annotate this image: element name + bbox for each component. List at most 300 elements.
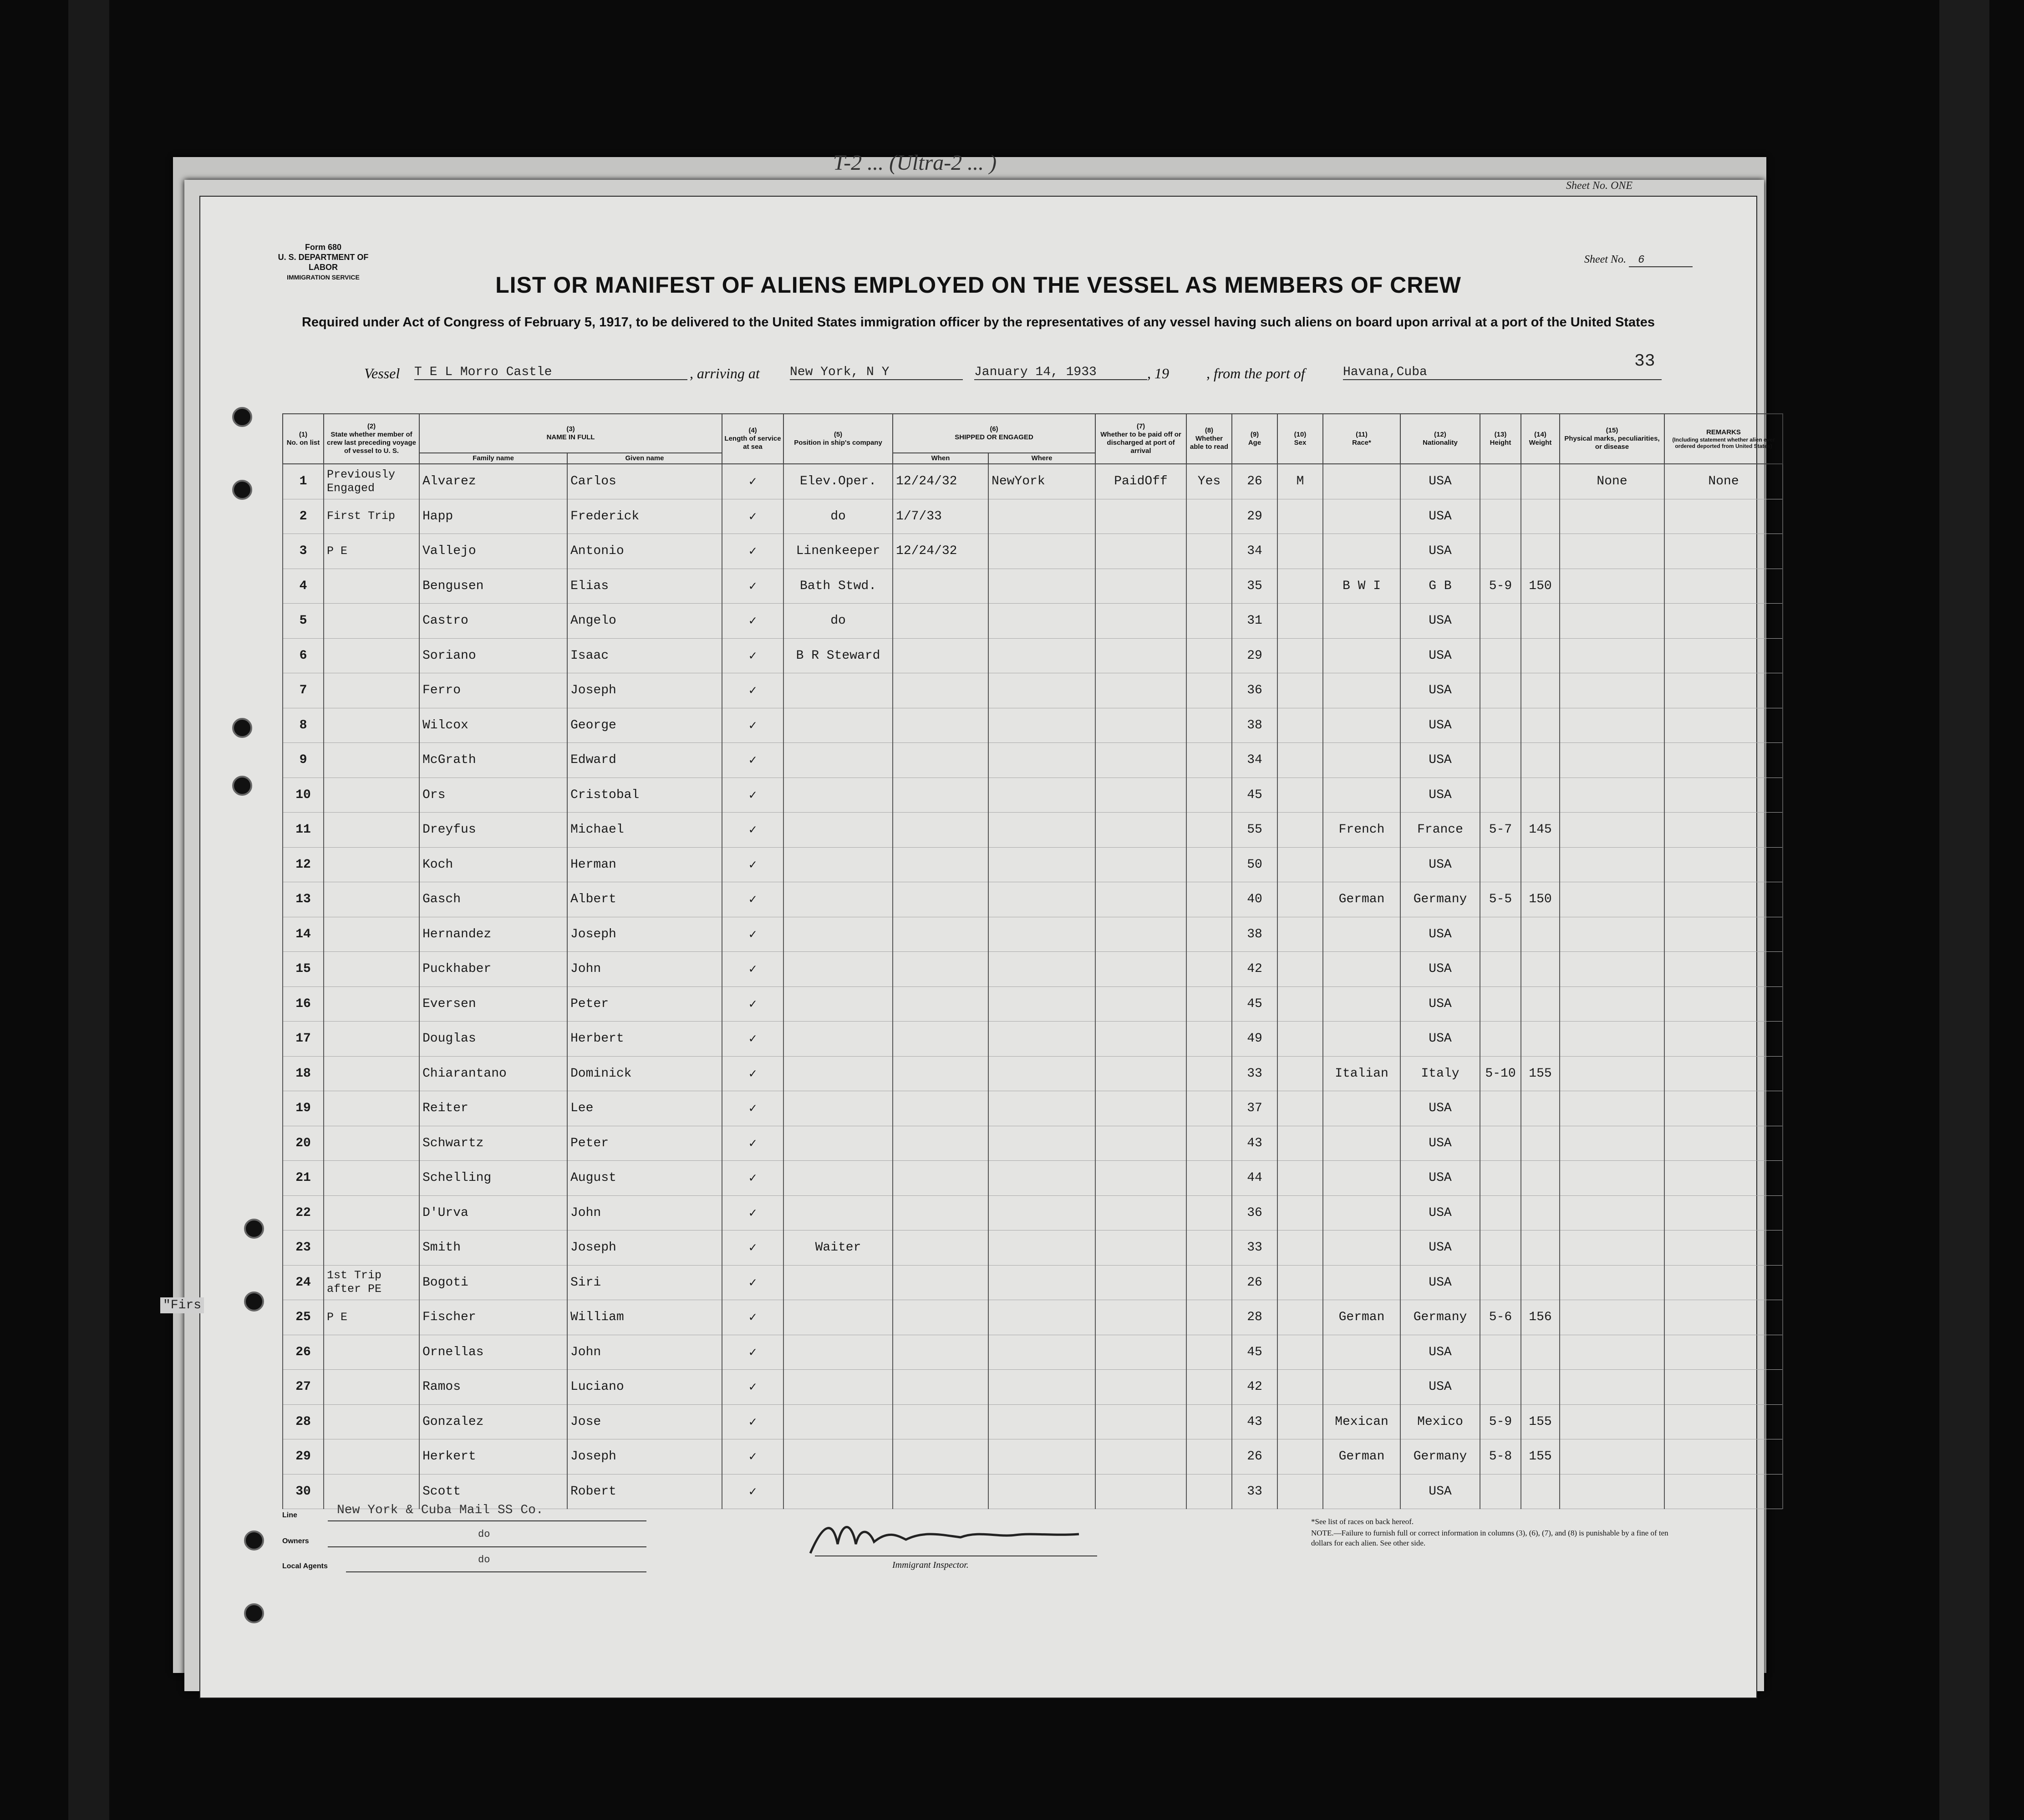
shipped-when-cell — [893, 1335, 988, 1370]
position-cell — [783, 847, 893, 882]
manifest-body — [283, 464, 1783, 1509]
paid-off-cell — [1095, 847, 1186, 882]
owners-rule — [328, 1546, 646, 1547]
weight-cell — [1521, 534, 1560, 569]
previous-voyage-cell — [324, 917, 419, 952]
previous-voyage-cell — [324, 569, 419, 604]
arriving-port: New York, N Y — [790, 365, 963, 380]
remarks-cell — [1664, 1439, 1783, 1474]
service-length-cell: ✓ — [722, 569, 783, 604]
sex-cell — [1277, 1300, 1323, 1335]
service-length-cell: ✓ — [722, 986, 783, 1022]
remarks-cell — [1664, 1335, 1783, 1370]
physical-marks-cell — [1560, 1091, 1664, 1126]
physical-marks-cell — [1560, 813, 1664, 848]
family-name-cell: Schwartz — [419, 1126, 567, 1161]
row-number: 3 — [283, 534, 324, 569]
shipped-when-cell — [893, 917, 988, 952]
previous-voyage-cell — [324, 1161, 419, 1196]
height-cell — [1480, 1230, 1521, 1266]
previous-voyage-cell — [324, 986, 419, 1022]
shipped-when-cell — [893, 1300, 988, 1335]
weight-cell — [1521, 917, 1560, 952]
service-length-cell: ✓ — [722, 1474, 783, 1509]
shipped-when-cell — [893, 638, 988, 673]
weight-cell — [1521, 1265, 1560, 1300]
service-length-cell: ✓ — [722, 917, 783, 952]
shipped-where-cell — [988, 1300, 1095, 1335]
sheet-number-label: Sheet No. — [1584, 254, 1626, 265]
form-title: LIST OR MANIFEST OF ALIENS EMPLOYED ON THE VESSEL AS MEMBERS OF CREW — [495, 272, 1461, 298]
remarks-cell — [1664, 1404, 1783, 1439]
service-length-cell: ✓ — [722, 1230, 783, 1266]
physical-marks-cell — [1560, 1056, 1664, 1091]
weight-cell — [1521, 1091, 1560, 1126]
weight-cell — [1521, 673, 1560, 708]
table-row — [283, 1195, 1783, 1230]
table-row — [283, 952, 1783, 987]
height-cell — [1480, 1161, 1521, 1196]
sex-cell — [1277, 1370, 1323, 1405]
given-name-cell: Joseph — [567, 673, 722, 708]
race-cell — [1323, 499, 1400, 534]
table-row — [283, 917, 1783, 952]
remarks-cell — [1664, 1056, 1783, 1091]
manifest-sheet — [199, 196, 1775, 1698]
physical-marks-cell — [1560, 1335, 1664, 1370]
service-name: IMMIGRATION SERVICE — [287, 274, 360, 281]
family-name-cell: Douglas — [419, 1022, 567, 1057]
previous-voyage-cell — [324, 743, 419, 778]
given-name-cell: John — [567, 1195, 722, 1230]
shipped-when-cell — [893, 1439, 988, 1474]
paid-off-cell — [1095, 1335, 1186, 1370]
race-cell — [1323, 1022, 1400, 1057]
row-number: 8 — [283, 708, 324, 743]
given-name-cell: Robert — [567, 1474, 722, 1509]
table-row — [283, 986, 1783, 1022]
from-port: Havana,Cuba — [1343, 365, 1662, 380]
shipped-where-cell — [988, 1022, 1095, 1057]
family-name-cell: D'Urva — [419, 1195, 567, 1230]
able-to-read-cell — [1186, 1300, 1232, 1335]
given-name-cell: Antonio — [567, 534, 722, 569]
binder-hole — [244, 1603, 264, 1623]
position-cell — [783, 1126, 893, 1161]
shipped-when-cell — [893, 1404, 988, 1439]
age-cell: 36 — [1232, 1195, 1277, 1230]
nationality-cell: USA — [1400, 1474, 1480, 1509]
family-name-cell: Happ — [419, 499, 567, 534]
able-to-read-cell — [1186, 1195, 1232, 1230]
remarks-cell — [1664, 1370, 1783, 1405]
col-header-length-of-service: (4) Length of service at sea — [722, 414, 783, 464]
table-row — [283, 743, 1783, 778]
physical-marks-cell — [1560, 1265, 1664, 1300]
position-cell — [783, 1195, 893, 1230]
weight-cell: 156 — [1521, 1300, 1560, 1335]
family-name-cell: Gasch — [419, 882, 567, 917]
nationality-cell: USA — [1400, 1091, 1480, 1126]
physical-marks-cell — [1560, 534, 1664, 569]
position-cell — [783, 1091, 893, 1126]
table-row — [283, 1439, 1783, 1474]
shipped-when-cell — [893, 604, 988, 639]
family-name-cell: Puckhaber — [419, 952, 567, 987]
remarks-cell — [1664, 847, 1783, 882]
col-header-able-to-read: (8) Whether able to read — [1186, 414, 1232, 464]
family-name-cell: Bengusen — [419, 569, 567, 604]
previous-voyage-cell — [324, 1195, 419, 1230]
row-number: 4 — [283, 569, 324, 604]
age-cell: 42 — [1232, 1370, 1277, 1405]
previous-voyage-cell: Previously Engaged — [324, 464, 419, 499]
previous-voyage-cell — [324, 1022, 419, 1057]
row-number: 23 — [283, 1230, 324, 1266]
race-cell: German — [1323, 1300, 1400, 1335]
weight-cell — [1521, 1230, 1560, 1266]
given-name-cell: Joseph — [567, 1439, 722, 1474]
able-to-read-cell — [1186, 1370, 1232, 1405]
weight-cell — [1521, 499, 1560, 534]
sex-cell — [1277, 1335, 1323, 1370]
row-number: 11 — [283, 813, 324, 848]
nationality-cell: Italy — [1400, 1056, 1480, 1091]
able-to-read-cell — [1186, 917, 1232, 952]
service-length-cell: ✓ — [722, 1335, 783, 1370]
height-cell: 5-8 — [1480, 1439, 1521, 1474]
able-to-read-cell — [1186, 1439, 1232, 1474]
row-number: 17 — [283, 1022, 324, 1057]
row-number: 10 — [283, 778, 324, 813]
shipped-where-cell — [988, 708, 1095, 743]
family-name-cell: Alvarez — [419, 464, 567, 499]
given-name-cell: Cristobal — [567, 778, 722, 813]
physical-marks-cell — [1560, 569, 1664, 604]
service-length-cell: ✓ — [722, 743, 783, 778]
sex-cell — [1277, 986, 1323, 1022]
line-label: Line — [282, 1511, 297, 1519]
paid-off-cell: PaidOff — [1095, 464, 1186, 499]
table-row — [283, 638, 1783, 673]
height-cell — [1480, 986, 1521, 1022]
row-number: 24 — [283, 1265, 324, 1300]
given-name-cell: August — [567, 1161, 722, 1196]
able-to-read-cell — [1186, 952, 1232, 987]
age-cell: 38 — [1232, 708, 1277, 743]
agents-rule — [346, 1571, 646, 1572]
family-name-cell: Scott — [419, 1474, 567, 1509]
previous-voyage-cell — [324, 1439, 419, 1474]
col-header-previous-voyage: (2) State whether member of crew last preceding voyage of vessel to U. S. — [324, 414, 419, 464]
table-row — [283, 708, 1783, 743]
physical-marks-cell — [1560, 1230, 1664, 1266]
service-length-cell: ✓ — [722, 847, 783, 882]
remarks-cell — [1664, 1265, 1783, 1300]
age-cell: 28 — [1232, 1300, 1277, 1335]
shipped-where-cell — [988, 604, 1095, 639]
family-name-cell: McGrath — [419, 743, 567, 778]
nationality-cell: USA — [1400, 638, 1480, 673]
remarks-cell — [1664, 569, 1783, 604]
table-row — [283, 673, 1783, 708]
paid-off-cell — [1095, 569, 1186, 604]
shipped-where-cell — [988, 1091, 1095, 1126]
shipped-when-cell: 12/24/32 — [893, 534, 988, 569]
family-name-cell: Soriano — [419, 638, 567, 673]
service-length-cell: ✓ — [722, 813, 783, 848]
nationality-cell: Germany — [1400, 882, 1480, 917]
col-header-position: (5) Position in ship's company — [783, 414, 893, 464]
margin-note: "Firs — [160, 1297, 204, 1313]
nationality-cell: USA — [1400, 708, 1480, 743]
form-subtitle: Required under Act of Congress of February 5, 1917, to be delivered to the United States immigration officer by the representatives of any vessel having such aliens on board upon arrival at a port of the United States — [301, 315, 1655, 330]
service-length-cell: ✓ — [722, 604, 783, 639]
row-number: 19 — [283, 1091, 324, 1126]
physical-marks-cell — [1560, 952, 1664, 987]
service-length-cell: ✓ — [722, 1404, 783, 1439]
able-to-read-cell — [1186, 778, 1232, 813]
previous-voyage-cell — [324, 1091, 419, 1126]
previous-voyage-cell — [324, 882, 419, 917]
table-row — [283, 604, 1783, 639]
shipped-where-cell — [988, 638, 1095, 673]
physical-marks-cell — [1560, 499, 1664, 534]
race-cell — [1323, 1091, 1400, 1126]
shipped-when-cell — [893, 708, 988, 743]
row-number: 5 — [283, 604, 324, 639]
height-cell — [1480, 708, 1521, 743]
remarks-cell — [1664, 1230, 1783, 1266]
physical-marks-cell — [1560, 1439, 1664, 1474]
shipped-where-cell — [988, 813, 1095, 848]
age-cell: 43 — [1232, 1126, 1277, 1161]
col-header-sex: (10) Sex — [1277, 414, 1323, 464]
given-name-cell: Frederick — [567, 499, 722, 534]
age-cell: 34 — [1232, 534, 1277, 569]
physical-marks-cell — [1560, 917, 1664, 952]
position-cell — [783, 1404, 893, 1439]
able-to-read-cell — [1186, 986, 1232, 1022]
race-cell — [1323, 673, 1400, 708]
physical-marks-cell — [1560, 1370, 1664, 1405]
position-cell: Bath Stwd. — [783, 569, 893, 604]
given-name-cell: John — [567, 1335, 722, 1370]
remarks-cell — [1664, 986, 1783, 1022]
height-cell: 5-7 — [1480, 813, 1521, 848]
paid-off-cell — [1095, 1161, 1186, 1196]
age-cell: 50 — [1232, 847, 1277, 882]
shipped-where-cell — [988, 569, 1095, 604]
row-number: 18 — [283, 1056, 324, 1091]
height-cell — [1480, 464, 1521, 499]
race-cell: Mexican — [1323, 1404, 1400, 1439]
nationality-cell: USA — [1400, 464, 1480, 499]
row-number: 20 — [283, 1126, 324, 1161]
service-length-cell: ✓ — [722, 1056, 783, 1091]
weight-cell: 155 — [1521, 1404, 1560, 1439]
paid-off-cell — [1095, 638, 1186, 673]
race-cell — [1323, 986, 1400, 1022]
table-row — [283, 499, 1783, 534]
row-number: 15 — [283, 952, 324, 987]
row-number: 26 — [283, 1335, 324, 1370]
paid-off-cell — [1095, 1126, 1186, 1161]
paid-off-cell — [1095, 952, 1186, 987]
paid-off-cell — [1095, 743, 1186, 778]
race-cell: B W I — [1323, 569, 1400, 604]
position-cell — [783, 882, 893, 917]
nationality-cell: USA — [1400, 1370, 1480, 1405]
previous-voyage-cell — [324, 813, 419, 848]
shipped-when-cell — [893, 952, 988, 987]
height-cell: 5-9 — [1480, 1404, 1521, 1439]
able-to-read-cell — [1186, 1161, 1232, 1196]
physical-marks-cell — [1560, 986, 1664, 1022]
nationality-cell: USA — [1400, 1195, 1480, 1230]
physical-marks-cell — [1560, 604, 1664, 639]
remarks-cell — [1664, 952, 1783, 987]
age-cell: 33 — [1232, 1230, 1277, 1266]
col-header-paid-off: (7) Whether to be paid off or discharged at port of arrival — [1095, 414, 1186, 464]
row-number: 13 — [283, 882, 324, 917]
given-name-cell: John — [567, 952, 722, 987]
age-cell: 45 — [1232, 778, 1277, 813]
page-mark: 33 — [1634, 351, 1655, 371]
position-cell — [783, 1335, 893, 1370]
physical-marks-cell — [1560, 882, 1664, 917]
height-cell — [1480, 1195, 1521, 1230]
top-handwritten-note: T-2 ... (Ultra-2 ... ) — [833, 151, 997, 175]
weight-cell — [1521, 847, 1560, 882]
row-number: 14 — [283, 917, 324, 952]
height-cell — [1480, 743, 1521, 778]
height-cell — [1480, 604, 1521, 639]
family-name-cell: Herkert — [419, 1439, 567, 1474]
col-header-age: (9) Age — [1232, 414, 1277, 464]
sex-cell — [1277, 604, 1323, 639]
table-row — [283, 1056, 1783, 1091]
age-cell: 43 — [1232, 1404, 1277, 1439]
able-to-read-cell — [1186, 1230, 1232, 1266]
weight-cell — [1521, 1022, 1560, 1057]
remarks-cell — [1664, 673, 1783, 708]
race-cell — [1323, 1370, 1400, 1405]
paid-off-cell — [1095, 1370, 1186, 1405]
shipped-where-cell — [988, 1370, 1095, 1405]
shipped-when-cell — [893, 1126, 988, 1161]
race-cell — [1323, 952, 1400, 987]
arriving-label: , arriving at — [690, 365, 760, 381]
service-length-cell: ✓ — [722, 638, 783, 673]
physical-marks-cell — [1560, 1022, 1664, 1057]
physical-marks-cell — [1560, 847, 1664, 882]
row-number: 12 — [283, 847, 324, 882]
shipped-when-cell — [893, 1161, 988, 1196]
paid-off-cell — [1095, 1404, 1186, 1439]
weight-cell — [1521, 604, 1560, 639]
weight-cell — [1521, 708, 1560, 743]
paid-off-cell — [1095, 1230, 1186, 1266]
sex-cell — [1277, 1056, 1323, 1091]
age-cell: 45 — [1232, 1335, 1277, 1370]
row-number: 28 — [283, 1404, 324, 1439]
shipped-when-cell — [893, 569, 988, 604]
shipped-where-cell — [988, 1161, 1095, 1196]
height-cell — [1480, 917, 1521, 952]
service-length-cell: ✓ — [722, 1091, 783, 1126]
nationality-cell: Mexico — [1400, 1404, 1480, 1439]
able-to-read-cell — [1186, 882, 1232, 917]
service-length-cell: ✓ — [722, 1439, 783, 1474]
header-row — [283, 414, 1783, 453]
height-cell — [1480, 847, 1521, 882]
race-cell — [1323, 847, 1400, 882]
year-label: , 19 — [1147, 365, 1169, 381]
remarks-cell — [1664, 813, 1783, 848]
able-to-read-cell — [1186, 673, 1232, 708]
shipped-when-cell — [893, 1265, 988, 1300]
position-cell — [783, 1056, 893, 1091]
crew-manifest-table — [282, 413, 1783, 1509]
shipped-where-cell — [988, 534, 1095, 569]
nationality-cell: USA — [1400, 534, 1480, 569]
race-cell — [1323, 604, 1400, 639]
races-note: *See list of races on back hereof. — [1311, 1517, 1414, 1526]
remarks-cell — [1664, 1161, 1783, 1196]
position-cell — [783, 708, 893, 743]
physical-marks-cell — [1560, 778, 1664, 813]
nationality-cell: USA — [1400, 986, 1480, 1022]
able-to-read-cell: Yes — [1186, 464, 1232, 499]
table-row — [283, 534, 1783, 569]
shipped-when-cell — [893, 882, 988, 917]
table-row — [283, 464, 1783, 499]
height-cell: 5-9 — [1480, 569, 1521, 604]
table-row — [283, 1126, 1783, 1161]
shipped-when-cell — [893, 986, 988, 1022]
able-to-read-cell — [1186, 1091, 1232, 1126]
able-to-read-cell — [1186, 569, 1232, 604]
sex-cell — [1277, 1126, 1323, 1161]
race-cell — [1323, 778, 1400, 813]
race-cell: German — [1323, 1439, 1400, 1474]
sex-cell — [1277, 1022, 1323, 1057]
penalty-note: NOTE.—Failure to furnish full or correct information in columns (3), (6), (7), and (8) is punishable by a fine of ten dollars for each alien. See other side. — [1311, 1529, 1668, 1547]
race-cell — [1323, 1230, 1400, 1266]
race-cell — [1323, 638, 1400, 673]
height-cell — [1480, 1126, 1521, 1161]
sex-cell — [1277, 882, 1323, 917]
able-to-read-cell — [1186, 604, 1232, 639]
remarks-cell — [1664, 743, 1783, 778]
col-header-physical-marks: (15) Physical marks, peculiarities, or disease — [1560, 414, 1664, 464]
row-number: 29 — [283, 1439, 324, 1474]
nationality-cell: Germany — [1400, 1439, 1480, 1474]
inspector-signature — [806, 1517, 1088, 1558]
paid-off-cell — [1095, 917, 1186, 952]
row-number: 30 — [283, 1474, 324, 1509]
paid-off-cell — [1095, 778, 1186, 813]
physical-marks-cell — [1560, 1300, 1664, 1335]
family-name-cell: Reiter — [419, 1091, 567, 1126]
agents-label: Local Agents — [282, 1562, 328, 1570]
col-header-family-name: Family name — [419, 453, 567, 464]
age-cell: 34 — [1232, 743, 1277, 778]
shipped-when-cell — [893, 847, 988, 882]
paid-off-cell — [1095, 1300, 1186, 1335]
previous-voyage-cell — [324, 952, 419, 987]
